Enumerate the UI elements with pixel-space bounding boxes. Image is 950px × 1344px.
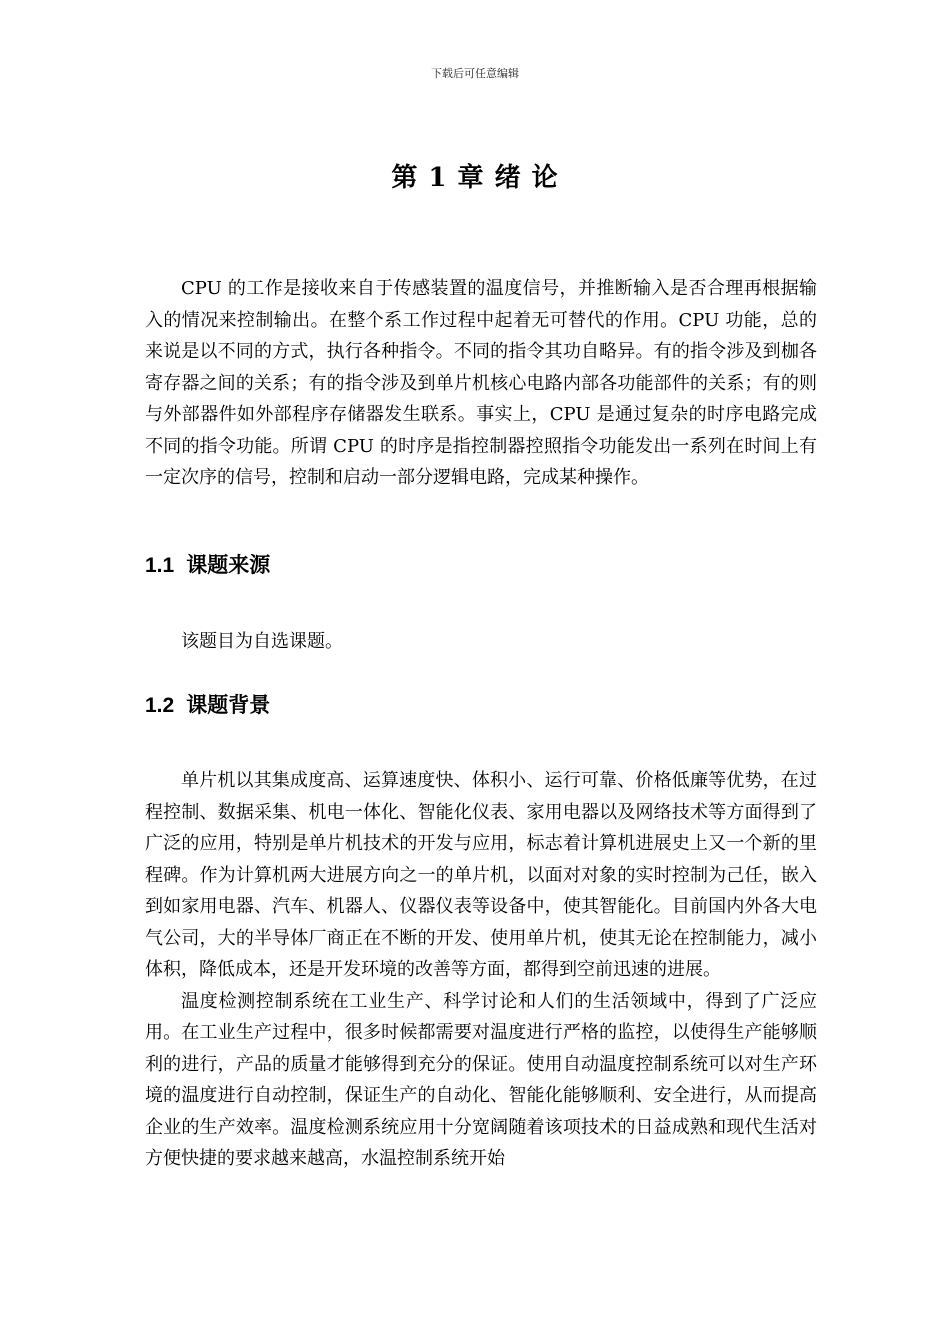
section-1-1-paragraph: 该题目为自选课题。 xyxy=(181,631,343,652)
section-heading-1-2 xyxy=(145,689,817,722)
section-number: 1.1 xyxy=(145,554,175,577)
section-title: 课题来源 xyxy=(186,552,271,577)
header-note: 下载后可任意编辑 xyxy=(431,67,519,80)
section-1-2-paragraph-1: 单片机以其集成度高、运算速度快、体积小、运行可靠、价格低廉等优势，在过程控制、数据采集、机电一体化、智能化仪表、家用电器以及网络技术等方面得到了广泛的应用，特别是单片机技术的开发与应用，标志着计算机进展史上又一个新的里程碑。作为计算机两大进展方向之一的单片机，以面对对象的实时控制为己任，嵌入到如家用电器、汽车、机器人、仪器仪表等设备中，使其智能化。目前国内外各大电气公司，大的半导体厂商正在不断的开发、使用单片机，使其无论在控制能力，减小体积，降低成本，还是开发环境的改善等方面，都得到空前迅速的进展。 xyxy=(145,770,817,980)
intro-paragraph: CPU 的工作是接收来自于传感装置的温度信号，并推断输入是否合理再根据输入的情况来控制输出。在整个系工作过程中起着无可替代的作用。CPU 功能，总的来说是以不同的方式，执行各种指令。不同的指令其功自略异。有的指令涉及到枷各寄存器之间的关系；有的指令涉及到单片机核心电路内部各功能部件的关系；有的则与外部器件如外部程序存储器发生联系。事实上，CPU 是通过复杂的时序电路完成不同的指令功能。所谓 CPU 的时序是指控制器控照指令功能发出一系列在时间上有一定次序的信号，控制和启动一部分逻辑电路，完成某种操作。 xyxy=(145,278,817,488)
section-1-1-body xyxy=(145,626,817,658)
section-1-2-paragraph-2: 温度检测控制系统在工业生产、科学讨论和人们的生活领域中，得到了广泛应用。在工业生产过程中，很多时候都需要对温度进行严格的监控，以使得生产能够顺利的进行，产品的质量才能够得到充分的保证。使用自动温度控制系统可以对生产环境的温度进行自动控制，保证生产的自动化、智能化能够顺利、安全进行，从而提高企业的生产效率。温度检测系统应用十分宽阔随着该项技术的日益成熟和现代生活对方便快捷的要求越来越高，水温控制系统开始 xyxy=(145,990,817,1169)
section-1-2-body xyxy=(145,765,817,1175)
section-number: 1.2 xyxy=(145,694,175,717)
section-title: 课题背景 xyxy=(186,692,271,717)
intro-section xyxy=(145,273,817,494)
section-heading-1-1 xyxy=(145,549,817,582)
chapter-title: 第 1 章 绪 论 xyxy=(391,163,559,193)
